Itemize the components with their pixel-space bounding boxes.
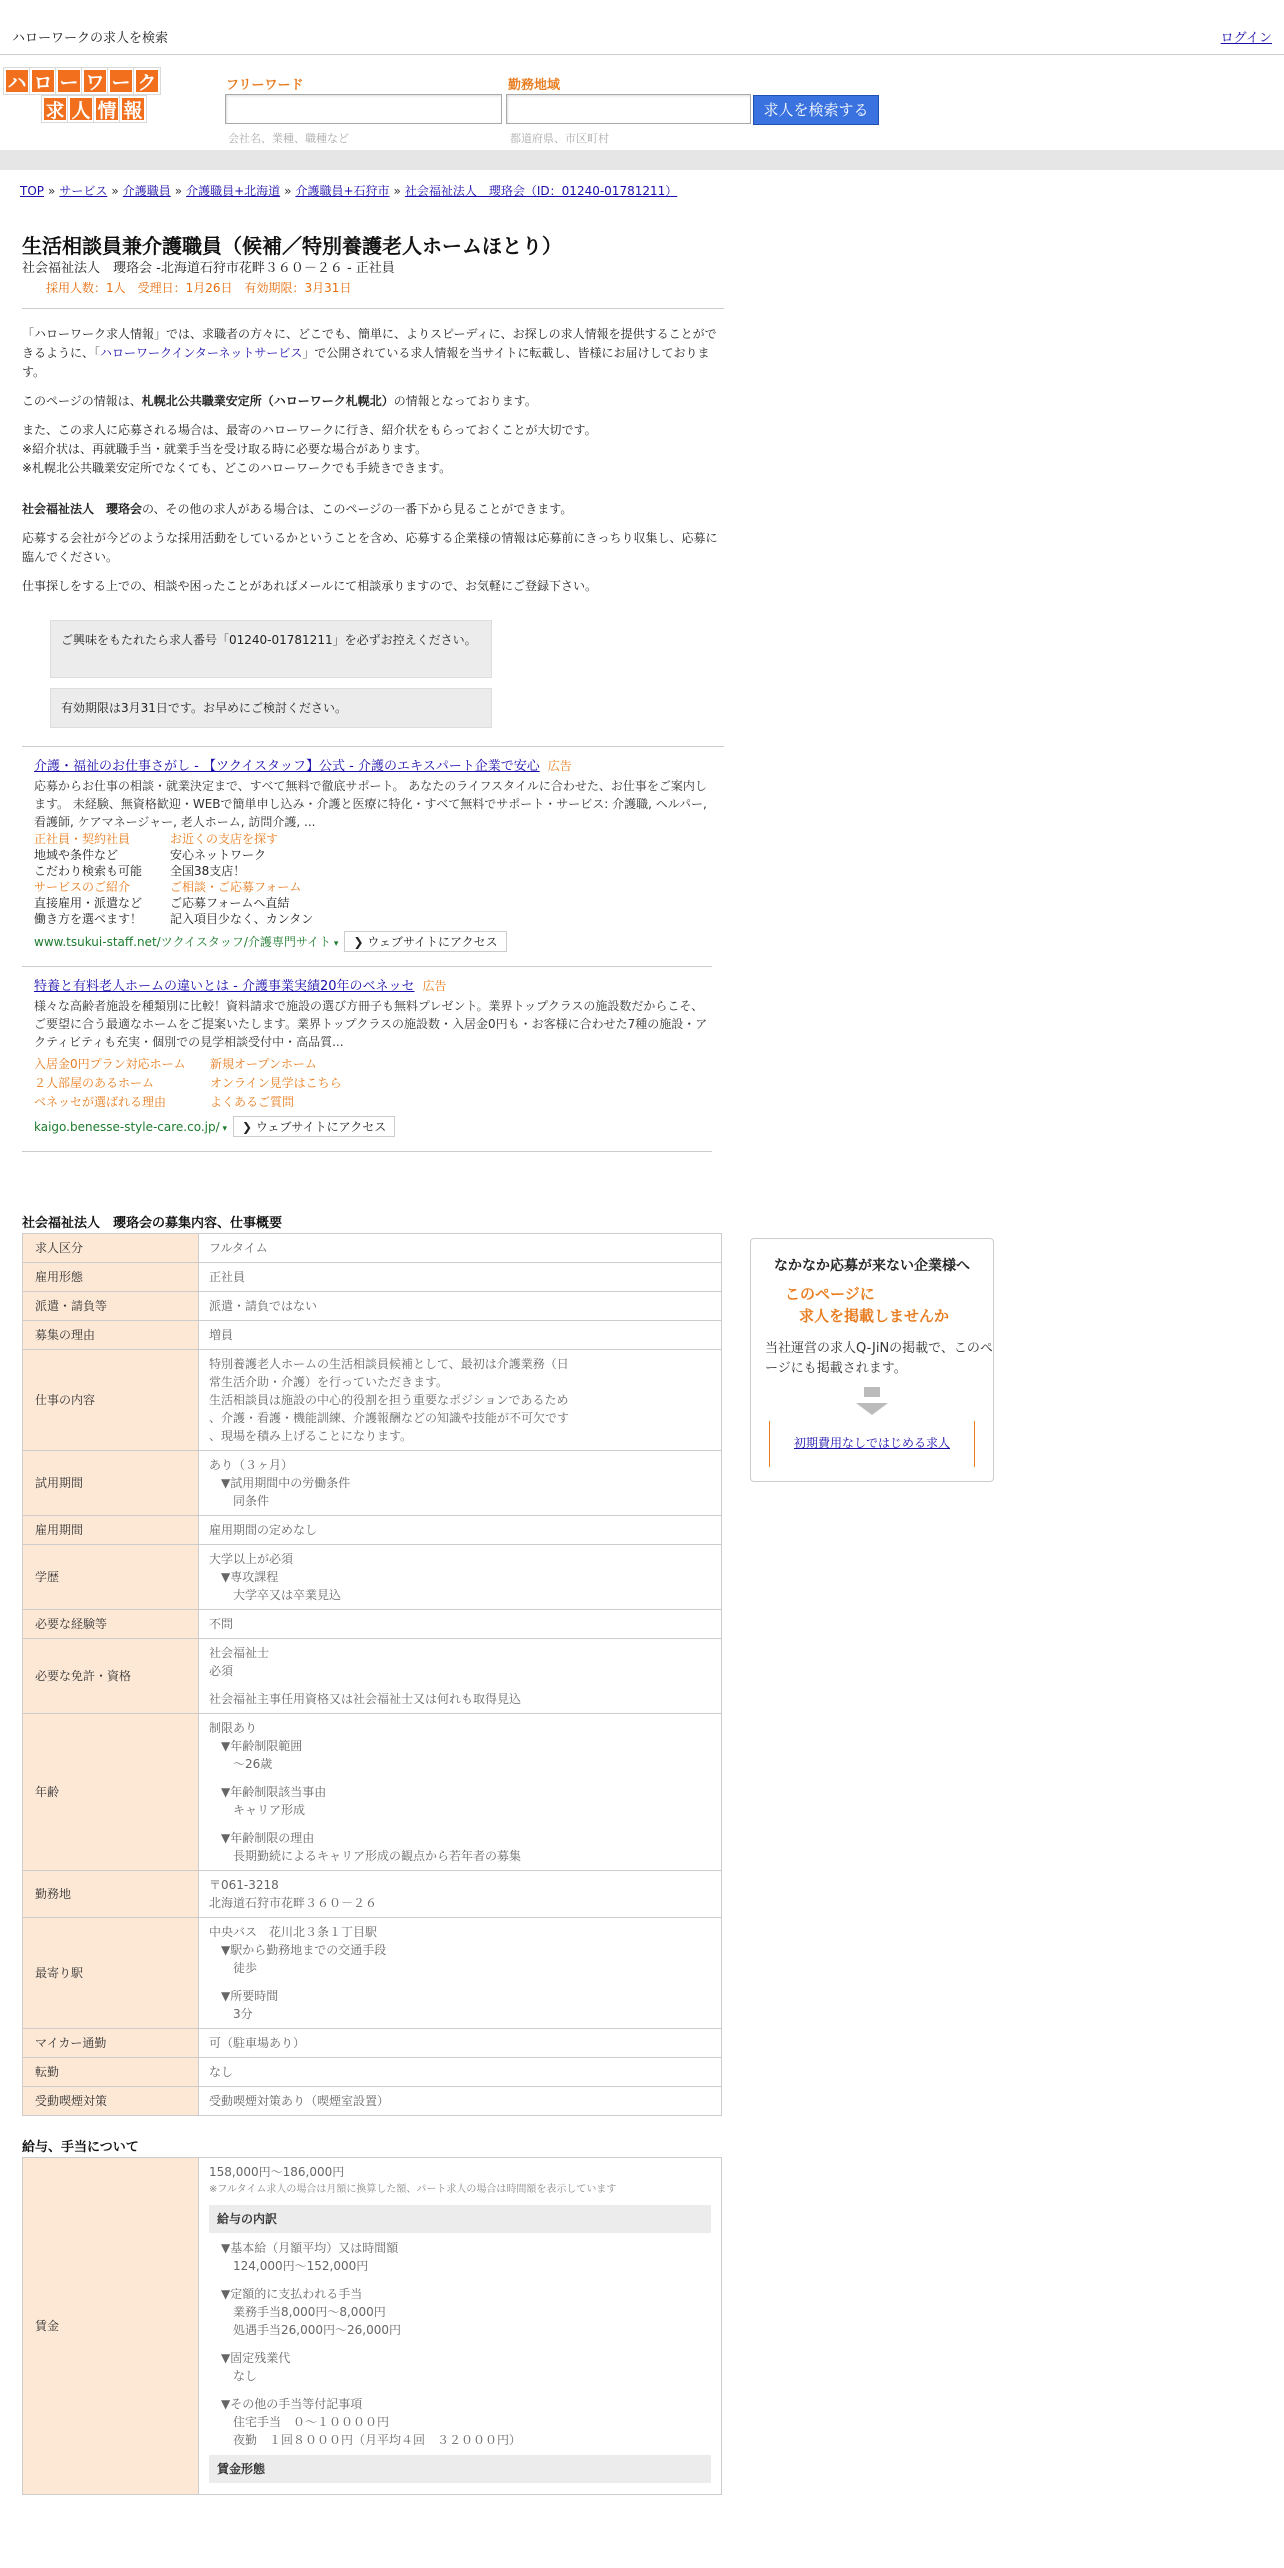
- ad-badge: 広告: [547, 759, 572, 773]
- panel-heading: なかなか応募が来ない企業様へ: [774, 1258, 970, 1274]
- ad-sitelinks: [34, 831, 712, 927]
- row-value: [199, 1871, 722, 1918]
- value-line: 社会福祉士: [209, 1646, 270, 1660]
- salary-line: ▼その他の手当等付記事項: [221, 2397, 363, 2411]
- value-line: 北海道石狩市花畔３６０－２６: [209, 1896, 378, 1910]
- row-value: [199, 1234, 722, 1263]
- row-key: 必要な免許・資格: [23, 1639, 199, 1714]
- value-line: フルタイム: [209, 1241, 268, 1255]
- ad-sitelink-desc: 全国38支店！: [170, 864, 246, 878]
- row-key: 仕事の内容: [23, 1350, 199, 1451]
- ad-url-text[interactable]: kaigo.benesse-style-care.co.jp/: [34, 1120, 220, 1134]
- value-line: 〜26歳: [209, 1757, 273, 1771]
- panel-body: 当社運営の求人Q-JiNの掲載で、このページにも掲載されます。: [765, 1341, 993, 1376]
- breadcrumb-separator: »: [174, 184, 183, 198]
- value-line: [209, 1680, 711, 1690]
- salary-breakdown: [209, 2239, 711, 2449]
- hellowork-logo[interactable]: [4, 68, 182, 126]
- arrow-down-icon: [864, 1387, 880, 1397]
- salary-heading: 給与、手当について: [22, 2140, 139, 2155]
- value-line: [209, 1977, 711, 1987]
- ad-sitelink-title[interactable]: オンライン見学はこちら: [210, 1076, 342, 1090]
- value-line: [209, 1773, 711, 1783]
- value-line: 3分: [209, 2007, 253, 2021]
- salary-key: 賃金: [23, 2158, 199, 2495]
- breakdown-heading: 給与の内訳: [209, 2205, 711, 2233]
- ad-title-link[interactable]: 特養と有料老人ホームの違いとは - 介護事業実績20年のベネッセ: [34, 979, 415, 994]
- value-line: ▼年齢制限範囲: [209, 1739, 303, 1753]
- table-row: [23, 1639, 722, 1714]
- row-value: [199, 2029, 722, 2058]
- dropdown-caret-icon[interactable]: ▾: [331, 939, 339, 949]
- value-line: 不問: [209, 1617, 234, 1631]
- intro-text: 「ハローワーク求人情報」では、求職者の方々に、どこでも、簡単に、よりスピーディに、お探しの求人情報を提供することができるように、「ハローワークインターネットサービス」で公開されている求人情報を当サイトに転載し、皆様にお届けしております。: [22, 327, 717, 379]
- ad-sitelink[interactable]: [170, 831, 370, 879]
- ad-sitelink-desc: 安心ネットワーク: [170, 848, 267, 862]
- salary-line: 処遇手当26,000円〜26,000円: [221, 2323, 401, 2337]
- logo-char: ワ: [82, 68, 108, 94]
- value-line: あり（３ヶ月）: [209, 1458, 294, 1472]
- ad-description: 応募からお仕事の相談・就業決定まで、すべて無料で徹底サポート。 あなたのライフスタイルに合わせた、お仕事をご案内します。 未経験、無資格歓迎・WEBで簡単申し込み・介護と医療に特化・すべて無料でサポート・サービス: 介護職, ヘルパー, 看護師, ケアマネージャー, 老人ホーム, 訪問介護, ...: [34, 779, 707, 829]
- row-key: 雇用形態: [23, 1263, 199, 1292]
- value-line: ▼駅から勤務地までの交通手段: [209, 1943, 387, 1957]
- row-key: 勤務地: [23, 1871, 199, 1918]
- row-key: 転勤: [23, 2058, 199, 2087]
- value-line: 同条件: [209, 1494, 270, 1508]
- table-row: [23, 1545, 722, 1610]
- panel-promo-2: 求人を掲載しませんか: [799, 1307, 950, 1325]
- ad-sitelink-title[interactable]: 正社員・契約社員: [34, 832, 131, 846]
- main-content: [22, 232, 724, 2495]
- visit-website-button[interactable]: ❯ ウェブサイトにアクセス: [233, 1116, 395, 1137]
- table-row: [23, 1451, 722, 1516]
- table-row: [23, 1321, 722, 1350]
- ad-url: [34, 931, 712, 952]
- value-line: ▼年齢制限の理由: [209, 1831, 315, 1845]
- value-line: 〒061-3218: [209, 1878, 279, 1892]
- job-number-box: ご興味をもたれたら求人番号「01240-01781211」を必ずお控えください。: [50, 620, 492, 678]
- breadcrumb-link[interactable]: サービス: [59, 184, 108, 198]
- table-row: [23, 1263, 722, 1292]
- value-line: 正社員: [209, 1270, 246, 1284]
- salary-line: なし: [221, 2369, 258, 2383]
- ad-sitelink-title[interactable]: 新規オープンホーム: [210, 1057, 317, 1071]
- ad-sitelink-title[interactable]: 入居金0円プラン対応ホーム: [34, 1057, 186, 1071]
- salary-range: 158,000円〜186,000円: [209, 2165, 345, 2179]
- row-value: [199, 2058, 722, 2087]
- row-value: [199, 1545, 722, 1610]
- panel-promo-1: このページに: [785, 1285, 875, 1303]
- row-value: [199, 1321, 722, 1350]
- cta-box: [769, 1421, 975, 1467]
- row-value: [199, 1918, 722, 2029]
- row-key: 学歴: [23, 1545, 199, 1610]
- breadcrumb-link[interactable]: 介護職員: [122, 184, 171, 198]
- row-value: [199, 1451, 722, 1516]
- ad-url-text[interactable]: www.tsukui-staff.net/ツクイスタッフ/介護専門サイト: [34, 935, 332, 949]
- row-key: 最寄り駅: [23, 1918, 199, 2029]
- row-key: 必要な経験等: [23, 1610, 199, 1639]
- ad-sitelink[interactable]: [170, 879, 370, 927]
- value-line: 社会福祉主事任用資格又は社会福祉士又は何れも取得見込: [209, 1692, 522, 1706]
- intro-text-5: ※札幌北公共職業安定所でなくても、どこのハローワークでも手続きできます。: [22, 461, 452, 475]
- ad-sitelink-title[interactable]: ２人部屋のあるホーム: [34, 1076, 155, 1090]
- breadcrumb-link[interactable]: 介護職員+石狩市: [295, 184, 390, 198]
- ad-url: [34, 1116, 712, 1137]
- value-line: 受動喫煙対策あり（喫煙室設置）: [209, 2094, 390, 2108]
- row-key: 求人区分: [23, 1234, 199, 1263]
- value-line: 中央バス 花川北３条１丁目駅: [209, 1925, 378, 1939]
- details-heading: 社会福祉法人 瓔珞会の募集内容、仕事概要: [22, 1216, 283, 1231]
- ad-sitelink[interactable]: [34, 1093, 210, 1112]
- ad-sitelink-desc: ご応募フォームへ直結: [170, 896, 290, 910]
- logo-char: 求: [42, 96, 68, 122]
- ad-block: [22, 967, 712, 1152]
- ad-sitelink-desc: 記入項目少なく、カンタン: [170, 912, 314, 926]
- ad-sitelink-title[interactable]: ベネッセが選ばれる理由: [34, 1095, 167, 1109]
- value-line: 長期勤続によるキャリア形成の観点から若年者の募集: [209, 1849, 522, 1863]
- row-key: 雇用期間: [23, 1516, 199, 1545]
- area-hint: 都道府県、市区町村: [510, 132, 609, 145]
- value-line: 、介護・看護・機能訓練、介護報酬などの知識や技能が不可欠です: [209, 1411, 570, 1425]
- table-row: [23, 1516, 722, 1545]
- top-bar: [0, 0, 1284, 55]
- breadcrumb-separator: »: [111, 184, 119, 198]
- login-link[interactable]: ログイン: [1220, 31, 1272, 46]
- value-line: キャリア形成: [209, 1803, 306, 1817]
- salary-note: ※フルタイム求人の場合は月額に換算した額、パート求人の場合は時間額を表示しています: [209, 2184, 617, 2195]
- salary-line: [221, 2385, 711, 2395]
- value-line: 大学卒又は卒業見込: [209, 1588, 342, 1602]
- row-key: 試用期間: [23, 1451, 199, 1516]
- salary-table: [22, 2157, 722, 2495]
- salary-line: ▼固定残業代: [221, 2351, 291, 2365]
- ad-badge: 広告: [422, 979, 447, 993]
- ad-title-row: [34, 977, 712, 997]
- salary-line: 業務手当8,000円〜8,000円: [221, 2305, 386, 2319]
- ad-sitelink[interactable]: [34, 879, 170, 927]
- value-line: ▼所要時間: [209, 1989, 279, 2003]
- job-title: 生活相談員兼介護職員（候補／特別養護老人ホームほとり）: [22, 234, 562, 258]
- row-key: 派遣・請負等: [23, 1292, 199, 1321]
- salary-line: [221, 2339, 711, 2349]
- ads-area: [22, 747, 724, 1152]
- hellowork-internet-link[interactable]: ハローワークインターネットサービス: [100, 346, 303, 360]
- ad-sitelink[interactable]: [34, 1055, 210, 1074]
- value-line: 徒歩: [209, 1961, 258, 1975]
- intro-text-4: ※紹介状は、再就職手当・就業手当を受け取る時に必要な場合があります。: [22, 442, 428, 456]
- value-line: ▼年齢制限該当事由: [209, 1785, 327, 1799]
- ad-sitelink-title[interactable]: よくあるご質問: [210, 1095, 295, 1109]
- keyword-input[interactable]: [225, 94, 502, 124]
- divider: [22, 308, 724, 309]
- deadline-box: 有効期限は3月31日です。お早めにご検討ください。: [50, 688, 492, 728]
- logo-char: ー: [108, 68, 134, 94]
- dropdown-caret-icon[interactable]: ▾: [219, 1124, 228, 1134]
- value-line: 特別養護老人ホームの生活相談員候補として、最初は介護業務（日: [209, 1357, 569, 1371]
- breadcrumb-link[interactable]: 介護職員+北海道: [186, 184, 281, 198]
- arrow-down-icon: [856, 1403, 888, 1415]
- row-value: [199, 1263, 722, 1292]
- ad-sitelink[interactable]: [34, 831, 170, 879]
- row-key: 受動喫煙対策: [23, 2087, 199, 2116]
- table-row: [23, 1610, 722, 1639]
- table-row: [23, 1234, 722, 1263]
- ad-sitelink[interactable]: [210, 1074, 410, 1093]
- logo-char: ハ: [4, 68, 30, 94]
- row-key: 年齢: [23, 1714, 199, 1871]
- table-row: [23, 2058, 722, 2087]
- visit-website-button[interactable]: ❯ ウェブサイトにアクセス: [344, 931, 506, 952]
- row-value: [199, 1292, 722, 1321]
- ad-sitelink-desc: 直接雇用・派遣など: [34, 896, 143, 910]
- site-title: ハローワークの求人を検索: [12, 31, 169, 46]
- keyword-label: フリーワード: [226, 78, 304, 93]
- job-subtitle: 社会福祉法人 瓔珞会 -北海道石狩市花畔３６０－２６ - 正社員: [22, 261, 395, 276]
- table-row: [23, 1871, 722, 1918]
- wage-form-heading: 賃金形態: [209, 2455, 711, 2483]
- value-line: 雇用期間の定めなし: [209, 1523, 318, 1537]
- table-row: [23, 1918, 722, 2029]
- value-line: 常生活介助・介護）を行っていただきます。: [209, 1375, 449, 1389]
- table-row: [23, 1292, 722, 1321]
- value-line: 必須: [209, 1664, 234, 1678]
- table-row: [23, 2087, 722, 2116]
- ad-sitelink-title[interactable]: サービスのご紹介: [34, 880, 131, 894]
- salary-line: ▼基本給（月額平均）又は時間額: [221, 2241, 399, 2255]
- row-key: 募集の理由: [23, 1321, 199, 1350]
- value-line: 生活相談員は施設の中心的役割を担う重要なポジションであるため: [209, 1393, 569, 1407]
- breadcrumb-separator: »: [48, 184, 56, 198]
- ad-sitelinks: [34, 1055, 712, 1112]
- value-line: ▼専攻課程: [209, 1570, 279, 1584]
- area-label: 勤務地域: [508, 78, 561, 93]
- logo-char: ク: [134, 68, 160, 94]
- salary-value: [199, 2158, 722, 2495]
- ad-sitelink-title[interactable]: ご相談・ご応募フォーム: [170, 880, 302, 894]
- breadcrumb-link[interactable]: 社会福祉法人 瓔珞会（ID：01240-01781211）: [404, 184, 678, 198]
- value-line: 派遣・請負ではない: [209, 1299, 318, 1313]
- search-button[interactable]: 求人を検索する: [753, 95, 879, 125]
- row-value: [199, 1639, 722, 1714]
- value-line: 増員: [209, 1328, 234, 1342]
- ad-title-link[interactable]: 介護・福祉のお仕事さがし - 【ツクイスタッフ】公式 - 介護のエキスパート企業で安心: [34, 759, 540, 774]
- value-line: なし: [209, 2065, 234, 2079]
- header: [0, 56, 1284, 150]
- consult-text: 仕事探しをする上での、相談や困ったことがあればメールにて相談承りますので、お気軽にご登録下さい。: [22, 579, 598, 593]
- advice-text: 応募する会社が今どのような採用活動をしているかということを含め、応募する企業様の情報は応募前にきっちり収集し、応募に臨んでください。: [22, 531, 718, 564]
- breadcrumb-link[interactable]: TOP: [20, 184, 45, 198]
- ad-description: 様々な高齢者施設を種類別に比較！資料請求で施設の選び方冊子も無料プレゼント。業界トップクラスの施設数だからこそ、ご要望に合う最適なホームをご提案いたします。業界トップクラスの施設数・入居金0円も・お客様に合わせた7種の施設・アクティビティも充実・個別での見学相談受付中・高品質...: [34, 999, 708, 1049]
- row-value: [199, 1350, 722, 1451]
- table-row: [23, 2158, 722, 2495]
- area-input[interactable]: [506, 94, 751, 124]
- ad-sitelink-desc: 地域や条件など: [34, 848, 119, 862]
- salary-line: 住宅手当 ０～１００００円: [221, 2415, 390, 2429]
- keyword-hint: 会社名、業種、職種など: [228, 132, 349, 145]
- logo-char: ロ: [30, 68, 56, 94]
- ad-sitelink-desc: こだわり検索も可能: [34, 864, 143, 878]
- details-table: [22, 1233, 722, 2116]
- salary-line: 124,000円〜152,000円: [221, 2259, 369, 2273]
- logo-char: 人: [68, 96, 94, 122]
- row-value: [199, 2087, 722, 2116]
- source-text: このページの情報は、札幌北公共職業安定所（ハローワーク札幌北）の情報となっております。: [22, 394, 537, 408]
- value-line: ▼試用期間中の労働条件: [209, 1476, 351, 1490]
- value-line: 大学以上が必須: [209, 1552, 294, 1566]
- ad-sitelink[interactable]: [210, 1055, 410, 1074]
- row-value: [199, 1714, 722, 1871]
- value-line: 可（駐車場あり）: [209, 2036, 306, 2050]
- value-line: 、現場を積み上げることになります。: [209, 1429, 413, 1443]
- ad-sitelink[interactable]: [34, 1074, 210, 1093]
- job-meta: 採用人数：1人 受理日：1月26日 有効期限：3月31日: [46, 281, 352, 295]
- cta-link[interactable]: 初期費用なしではじめる求人: [793, 1436, 950, 1450]
- ad-block: [22, 747, 712, 967]
- salary-line: ▼定額的に支払われる手当: [221, 2287, 363, 2301]
- logo-char: 報: [120, 96, 146, 122]
- intro-text-3: また、この求人に応募される場合は、最寄のハローワークに行き、紹介状をもらっておくことが大切です。: [22, 423, 597, 437]
- other-jobs-text: 社会福祉法人 瓔珞会の、その他の求人がある場合は、このページの一番下から見ることができます。: [22, 502, 573, 516]
- logo-char: ー: [56, 68, 82, 94]
- ad-sitelink-desc: 働き方を選べます！: [34, 912, 143, 926]
- table-row: [23, 1350, 722, 1451]
- row-key: マイカー通勤: [23, 2029, 199, 2058]
- salary-line: 夜勤 １回８０００円（月平均４回 ３２０００円）: [221, 2433, 522, 2447]
- value-line: [209, 1819, 711, 1829]
- breadcrumb-separator: »: [284, 184, 292, 198]
- row-value: [199, 1516, 722, 1545]
- logo-char: 情: [94, 96, 120, 122]
- ad-title-row: [34, 757, 712, 777]
- ad-sitelink-title[interactable]: お近くの支店を探す: [170, 832, 279, 846]
- breadcrumb-separator: »: [393, 184, 401, 198]
- ad-sitelink[interactable]: [210, 1093, 410, 1112]
- table-row: [23, 2029, 722, 2058]
- value-line: 制限あり: [209, 1721, 258, 1735]
- row-value: [199, 1610, 722, 1639]
- table-row: [23, 1714, 722, 1871]
- salary-line: [221, 2275, 711, 2285]
- breadcrumb: [20, 182, 677, 199]
- advertise-panel: [750, 1238, 994, 1482]
- divider-bar: [0, 150, 1284, 170]
